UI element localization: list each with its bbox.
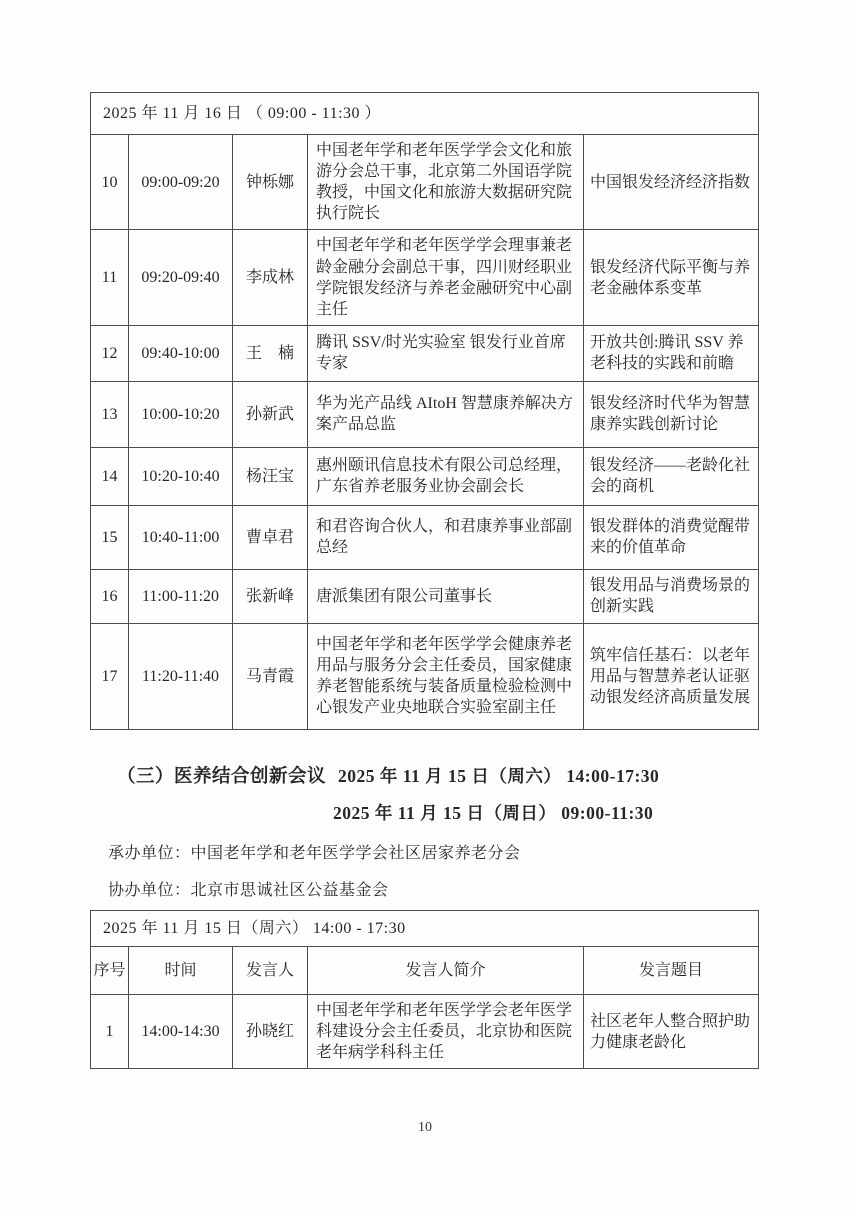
cell-intro: 中国老年学和老年医学学会老年医学科建设分会主任委员，北京协和医院老年病学科科主任 (308, 995, 584, 1069)
cell-no: 12 (91, 325, 129, 381)
table-date-row (91, 93, 759, 135)
column-header-no: 序号 (91, 947, 129, 995)
cell-topic: 社区老年人整合照护助力健康老龄化 (584, 995, 759, 1069)
cell-time: 10:00-10:20 (129, 381, 233, 447)
cell-speaker: 王 楠 (233, 325, 308, 381)
cell-intro: 中国老年学和老年医学学会理事兼老龄金融分会副总干事，四川财经职业学院银发经济与养老金融研究中心副主任 (308, 230, 584, 325)
cell-no: 16 (91, 569, 129, 623)
section-heading: （三）医养结合创新会议 (117, 767, 327, 787)
cell-intro: 中国老年学和老年医学学会健康养老用品与服务分会主任委员，国家健康养老智能系统与装备质量检验检测中心银发产业央地联合实验室副主任 (308, 623, 584, 729)
session-table-nov16 (90, 92, 759, 730)
section-date-2: 2025 年 11 月 15 日（周日） 09:00-11:30 (333, 803, 654, 823)
cell-topic: 中国银发经济经济指数 (584, 135, 759, 230)
cell-intro: 惠州颐讯信息技术有限公司总经理，广东省养老服务业协会副会长 (308, 447, 584, 505)
cell-speaker: 杨汪宝 (233, 447, 308, 505)
cell-speaker: 曹卓君 (233, 505, 308, 569)
cell-no: 17 (91, 623, 129, 729)
column-header-time: 时间 (129, 947, 233, 995)
column-header-speaker: 发言人 (233, 947, 308, 995)
co-organizer-line: 协办单位：北京市思诚社区公益基金会 (108, 882, 389, 899)
column-header-topic: 发言题目 (584, 947, 759, 995)
table-header-row (91, 947, 759, 995)
cell-time: 09:20-09:40 (129, 230, 233, 325)
cell-speaker: 孙晓红 (233, 995, 308, 1069)
table-row (91, 447, 759, 505)
cell-speaker: 李成林 (233, 230, 308, 325)
table-row (91, 325, 759, 381)
table-row (91, 995, 759, 1069)
cell-no: 10 (91, 135, 129, 230)
session-table-nov15 (90, 910, 759, 1069)
table-date-row (91, 911, 759, 947)
cell-time: 14:00-14:30 (129, 995, 233, 1069)
table-row (91, 230, 759, 325)
cell-topic: 筑牢信任基石：以老年用品与智慧养老认证驱动银发经济高质量发展 (584, 623, 759, 729)
cell-speaker: 钟栎娜 (233, 135, 308, 230)
column-header-intro: 发言人简介 (308, 947, 584, 995)
cell-intro: 中国老年学和老年医学学会文化和旅游分会总干事，北京第二外国语学院教授，中国文化和旅游大数据研究院执行院长 (308, 135, 584, 230)
cell-topic: 银发经济——老龄化社会的商机 (584, 447, 759, 505)
page-number: 10 (418, 1120, 432, 1135)
cell-no: 11 (91, 230, 129, 325)
cell-intro: 腾讯 SSV/时光实验室 银发行业首席专家 (308, 325, 584, 381)
cell-topic: 银发经济时代华为智慧康养实践创新讨论 (584, 381, 759, 447)
organizer-line: 承办单位：中国老年学和老年医学学会社区居家养老分会 (108, 845, 521, 862)
table-row (91, 381, 759, 447)
cell-topic: 银发用品与消费场景的创新实践 (584, 569, 759, 623)
cell-time: 11:20-11:40 (129, 623, 233, 729)
section-date-1: 2025 年 11 月 15 日（周六） 14:00-17:30 (338, 766, 660, 786)
cell-no: 13 (91, 381, 129, 447)
cell-no: 1 (91, 995, 129, 1069)
cell-speaker: 马青霞 (233, 623, 308, 729)
cell-topic: 开放共创:腾讯 SSV 养老科技的实践和前瞻 (584, 325, 759, 381)
table-row (91, 623, 759, 729)
cell-time: 09:40-10:00 (129, 325, 233, 381)
cell-speaker: 张新峰 (233, 569, 308, 623)
table-row (91, 505, 759, 569)
section-heading-line (117, 762, 659, 788)
cell-speaker: 孙新武 (233, 381, 308, 447)
cell-time: 09:00-09:20 (129, 135, 233, 230)
cell-intro: 唐派集团有限公司董事长 (308, 569, 584, 623)
cell-intro: 华为光产品线 AItoH 智慧康养解决方案产品总监 (308, 381, 584, 447)
cell-no: 15 (91, 505, 129, 569)
table1-date-header: 2025 年 11 月 16 日 （ 09:00 - 11:30 ） (91, 93, 759, 135)
table-row (91, 569, 759, 623)
cell-time: 10:20-10:40 (129, 447, 233, 505)
cell-time: 10:40-11:00 (129, 505, 233, 569)
cell-topic: 银发经济代际平衡与养老金融体系变革 (584, 230, 759, 325)
cell-topic: 银发群体的消费觉醒带来的价值革命 (584, 505, 759, 569)
table-row (91, 135, 759, 230)
cell-time: 11:00-11:20 (129, 569, 233, 623)
table2-date-header: 2025 年 11 月 15 日（周六） 14:00 - 17:30 (91, 911, 759, 947)
cell-intro: 和君咨询合伙人，和君康养事业部副总经 (308, 505, 584, 569)
cell-no: 14 (91, 447, 129, 505)
